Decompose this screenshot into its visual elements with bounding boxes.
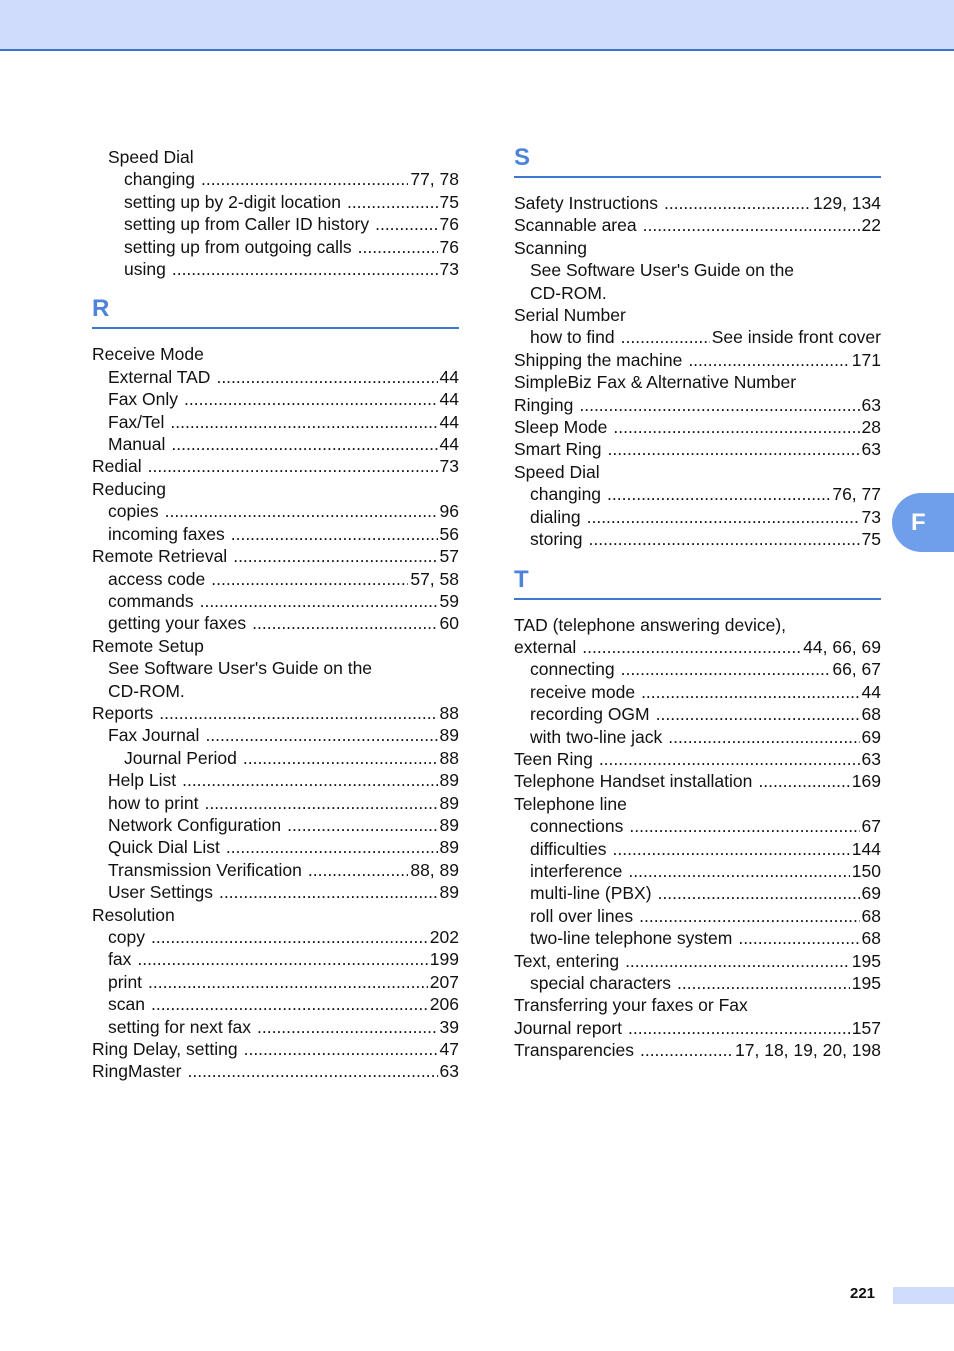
index-entry [92, 236, 459, 258]
index-term: Ringing [514, 394, 574, 415]
index-term: Safety Instructions [514, 193, 658, 213]
index-term: Fax Journal [108, 725, 200, 746]
index-entry [92, 411, 459, 433]
index-pages: 75 [439, 191, 459, 212]
index-entry [514, 636, 881, 658]
index-term: incoming faxes [108, 523, 225, 544]
index-entry [514, 770, 881, 792]
dot-leader [201, 168, 408, 190]
index-entry [514, 860, 881, 882]
index-entry [514, 614, 881, 636]
index-term: Shipping the machine [514, 349, 683, 370]
index-pages: 63 [861, 439, 881, 460]
index-entry [92, 680, 459, 702]
index-pages: 75 [861, 529, 881, 550]
index-entry [92, 814, 459, 836]
index-term: Remote Setup [92, 635, 204, 656]
index-pages: 88 [439, 702, 459, 723]
index-entry [514, 237, 881, 259]
dot-leader [582, 636, 801, 658]
index-entry [92, 747, 459, 769]
index-term: Sleep Mode [514, 417, 608, 438]
index-pages: 89 [439, 792, 459, 813]
index-pages: 169 [851, 771, 881, 792]
dot-leader [668, 726, 859, 748]
index-term: special characters [530, 973, 672, 993]
index-pages: 77, 78 [410, 169, 459, 190]
index-entry [92, 478, 459, 500]
index-pages: 206 [429, 994, 459, 1015]
index-pages: 56 [439, 523, 459, 544]
index-entry [92, 792, 459, 814]
section-rule [514, 176, 881, 178]
dot-leader [613, 838, 850, 860]
index-term: difficulties [530, 838, 607, 859]
index-pages: 68 [861, 704, 881, 725]
index-pages: 207 [429, 971, 459, 992]
index-term: copies [108, 501, 159, 522]
dot-leader [257, 1016, 438, 1038]
dot-leader [643, 214, 860, 236]
index-term: Scannable area [514, 215, 637, 236]
index-continued-block [92, 143, 459, 280]
index-pages: 89 [439, 837, 459, 858]
index-entry [514, 438, 881, 460]
index-term: Help List [108, 770, 177, 791]
index-pages: 63 [439, 1061, 459, 1082]
index-pages: 28 [861, 417, 881, 438]
index-entry [514, 483, 881, 505]
index-term: Reducing [92, 478, 166, 499]
index-term: Journal report [514, 1017, 622, 1038]
index-entry [92, 1060, 459, 1082]
index-term: print [108, 971, 143, 992]
index-entry [514, 326, 881, 348]
dot-leader [216, 366, 437, 388]
dot-leader [184, 388, 438, 410]
index-entry [514, 972, 881, 994]
dot-leader [219, 881, 437, 903]
index-term: Telephone Handset installation [514, 771, 753, 792]
dot-leader [244, 1038, 438, 1060]
index-term: with two-line jack [530, 726, 663, 747]
index-term: See Software User's Guide on the [108, 658, 373, 679]
index-entry [514, 905, 881, 927]
dot-leader [599, 748, 860, 770]
dot-leader [165, 500, 438, 522]
index-entry [92, 545, 459, 567]
index-pages: 76, 77 [832, 484, 881, 505]
index-pages: 66, 67 [832, 659, 881, 680]
index-entry [92, 702, 459, 724]
index-term: Speed Dial [108, 147, 194, 167]
dot-leader [608, 438, 860, 460]
index-term: CD-ROM. [108, 680, 185, 701]
dot-leader [204, 792, 437, 814]
section-rule [514, 598, 881, 600]
dot-leader [231, 523, 438, 545]
index-entry [92, 836, 459, 858]
index-pages: 88, 89 [410, 859, 459, 880]
dot-leader [658, 882, 860, 904]
index-term: User Settings [108, 882, 214, 903]
index-column-right [514, 143, 881, 1062]
dot-leader [628, 860, 849, 882]
index-term: Fax Only [108, 389, 179, 410]
index-pages: 89 [439, 882, 459, 903]
index-entry [514, 726, 881, 748]
dot-leader [738, 927, 859, 949]
index-term: commands [108, 590, 194, 611]
index-term: Ring Delay, setting [92, 1039, 238, 1060]
index-entry [92, 523, 459, 545]
header-band [0, 0, 954, 51]
index-entry [514, 994, 881, 1016]
index-term: Text, entering [514, 950, 620, 971]
page-number-bar [893, 1287, 954, 1304]
index-entry [92, 881, 459, 903]
dot-leader [375, 213, 437, 235]
index-entry [514, 192, 881, 214]
index-entry [92, 213, 459, 235]
index-pages: 76 [439, 214, 459, 235]
dot-leader [664, 192, 811, 214]
dot-leader [148, 971, 428, 993]
index-section-r [92, 294, 459, 1082]
dot-leader [170, 411, 437, 433]
index-term: Fax/Tel [108, 411, 165, 432]
index-entry [514, 882, 881, 904]
index-term: RingMaster [92, 1061, 182, 1082]
index-entry [514, 528, 881, 550]
index-entry [92, 724, 459, 746]
index-term: connections [530, 816, 624, 837]
index-term: multi-line (PBX) [530, 883, 652, 904]
index-pages: 202 [429, 927, 459, 947]
index-pages: 69 [861, 726, 881, 747]
index-pages: 129, 134 [812, 193, 881, 213]
section-letter: T [514, 565, 529, 593]
index-entry [92, 612, 459, 634]
dot-leader [628, 1017, 850, 1039]
index-entry [514, 214, 881, 236]
index-pages: 195 [851, 973, 881, 993]
section-letter: S [514, 144, 531, 171]
dot-leader [607, 483, 830, 505]
index-term: Remote Retrieval [92, 546, 228, 567]
index-pages: 69 [861, 883, 881, 904]
index-term: changing [530, 484, 602, 505]
index-entry [92, 769, 459, 791]
index-entry [92, 568, 459, 590]
index-entry [92, 433, 459, 455]
index-entry [514, 793, 881, 815]
index-entry [514, 1039, 881, 1061]
index-term: getting your faxes [108, 613, 247, 634]
dot-leader [151, 926, 428, 948]
index-entry [92, 859, 459, 881]
dot-leader [629, 815, 859, 837]
index-term: Receive Mode [92, 344, 204, 365]
index-pages: 60 [439, 613, 459, 634]
index-entry [92, 1038, 459, 1060]
dot-leader [688, 349, 849, 371]
dot-leader [640, 1039, 733, 1061]
index-pages: 59 [439, 590, 459, 611]
dot-leader [621, 658, 831, 680]
index-entry [92, 971, 459, 993]
index-entry [514, 927, 881, 949]
index-entry [92, 948, 459, 970]
index-term: recording OGM [530, 704, 650, 725]
index-term: setting for next fax [108, 1016, 251, 1037]
index-term: Serial Number [514, 305, 626, 326]
dot-leader [182, 769, 437, 791]
chapter-tab-label: F [911, 508, 926, 536]
index-term: CD-ROM. [530, 282, 607, 303]
index-pages: See inside front cover [711, 327, 881, 348]
index-pages: 44 [439, 411, 459, 432]
dot-leader [639, 905, 859, 927]
dot-leader [613, 416, 859, 438]
index-entry [514, 748, 881, 770]
index-term: storing [530, 529, 583, 550]
index-entry [514, 703, 881, 725]
index-entry [514, 394, 881, 416]
index-term: Telephone line [514, 793, 627, 814]
index-term: receive mode [530, 681, 636, 702]
dot-leader [758, 770, 849, 792]
index-entry [92, 366, 459, 388]
index-pages: 67 [861, 816, 881, 837]
index-entry [514, 658, 881, 680]
index-pages: 199 [429, 949, 459, 970]
dot-leader [211, 568, 408, 590]
index-term: Journal Period [124, 747, 237, 768]
index-entry [92, 904, 459, 926]
index-pages: 57 [439, 546, 459, 567]
index-pages: 157 [851, 1017, 881, 1038]
index-pages: 89 [439, 770, 459, 791]
index-entry [92, 455, 459, 477]
index-term: using [124, 259, 166, 280]
dot-leader [358, 236, 438, 258]
index-pages: 44 [861, 681, 881, 702]
index-entry [514, 506, 881, 528]
index-column-left [92, 143, 459, 1083]
index-entry [92, 500, 459, 522]
index-term: Manual [108, 434, 166, 455]
index-entry [514, 1017, 881, 1039]
chapter-tab [892, 493, 954, 552]
index-term: interference [530, 860, 623, 881]
page-number: 221 [850, 1285, 876, 1302]
index-pages: 195 [851, 950, 881, 971]
index-pages: 22 [861, 215, 881, 236]
index-pages: 68 [861, 928, 881, 949]
index-term: TAD (telephone answering device), [514, 614, 787, 635]
index-term: roll over lines [530, 905, 634, 926]
index-entry [92, 388, 459, 410]
index-entry [92, 168, 459, 190]
index-entry [92, 993, 459, 1015]
dot-leader [587, 506, 860, 528]
index-entry [514, 349, 881, 371]
index-entry [514, 282, 881, 304]
index-section-t [514, 565, 881, 1062]
index-term: Reports [92, 702, 154, 723]
section-rule [92, 327, 459, 329]
dot-leader [205, 724, 437, 746]
index-term: scan [108, 994, 145, 1015]
index-term: access code [108, 568, 206, 589]
index-pages: 44 [439, 366, 459, 387]
index-entry [514, 681, 881, 703]
dot-leader [252, 612, 437, 634]
dot-leader [287, 814, 437, 836]
index-term: two-line telephone system [530, 928, 733, 949]
index-pages: 44, 66, 69 [803, 636, 881, 657]
dot-leader [347, 191, 438, 213]
index-term: Transferring your faxes or Fax [514, 995, 748, 1016]
index-pages: 73 [861, 506, 881, 527]
index-pages: 44 [439, 434, 459, 455]
index-term: dialing [530, 506, 581, 527]
dot-leader [172, 258, 438, 280]
dot-leader [233, 545, 437, 567]
index-entry [92, 343, 459, 365]
dot-leader [187, 1060, 437, 1082]
index-entry [514, 815, 881, 837]
index-pages: 73 [439, 259, 459, 280]
index-pages: 17, 18, 19, 20, 198 [735, 1040, 881, 1061]
dot-leader [621, 326, 710, 348]
index-section-s [514, 143, 881, 551]
index-entry [92, 258, 459, 280]
index-pages: 63 [861, 394, 881, 415]
index-term: Quick Dial List [108, 837, 220, 858]
index-pages: 96 [439, 501, 459, 522]
index-entry [514, 259, 881, 281]
index-entry [92, 590, 459, 612]
index-term: Teen Ring [514, 748, 593, 769]
index-term: SimpleBiz Fax & Alternative Number [514, 372, 797, 393]
index-entry [92, 926, 459, 948]
dot-leader [625, 950, 850, 972]
index-term: Transparencies [514, 1040, 634, 1061]
index-term: how to print [108, 792, 199, 813]
index-pages: 144 [851, 838, 881, 859]
index-term: Redial [92, 456, 142, 477]
index-term: changing [124, 169, 196, 190]
index-pages: 63 [861, 748, 881, 769]
index-term: Network Configuration [108, 814, 282, 835]
index-entry [514, 950, 881, 972]
index-pages: 57, 58 [410, 568, 459, 589]
index-pages: 68 [861, 905, 881, 926]
index-entry [92, 146, 459, 168]
index-term: Speed Dial [514, 461, 600, 482]
dot-leader [171, 433, 437, 455]
index-term: Resolution [92, 904, 175, 925]
index-pages: 171 [851, 349, 881, 370]
dot-leader [677, 972, 850, 994]
dot-leader [159, 702, 437, 724]
dot-leader [656, 703, 860, 725]
index-entry [92, 635, 459, 657]
index-entry [92, 191, 459, 213]
index-pages: 88 [439, 747, 459, 768]
index-term: how to find [530, 327, 615, 348]
index-pages: 150 [851, 860, 881, 881]
index-entry [92, 657, 459, 679]
index-term: See Software User's Guide on the [530, 260, 795, 281]
index-pages: 39 [439, 1016, 459, 1037]
index-entry [514, 304, 881, 326]
section-letter: R [92, 295, 110, 323]
index-pages: 89 [439, 814, 459, 835]
index-term: connecting [530, 659, 615, 680]
dot-leader [641, 681, 859, 703]
index-entry [514, 371, 881, 393]
index-term: Transmission Verification [108, 859, 302, 880]
index-term: setting up by 2-digit location [124, 191, 341, 212]
dot-leader [200, 590, 438, 612]
index-term: setting up from Caller ID history [124, 214, 370, 235]
index-term: Smart Ring [514, 439, 602, 460]
index-term: setting up from outgoing calls [124, 236, 352, 257]
index-term: fax [108, 949, 132, 970]
dot-leader [589, 528, 860, 550]
dot-leader [148, 455, 438, 477]
index-pages: 76 [439, 236, 459, 257]
index-pages: 44 [439, 389, 459, 410]
dot-leader [151, 993, 428, 1015]
index-pages: 47 [439, 1039, 459, 1060]
dot-leader [137, 948, 427, 970]
index-term: external [514, 636, 577, 657]
index-term: Scanning [514, 237, 587, 258]
index-entry [92, 1016, 459, 1038]
index-entry [514, 416, 881, 438]
index-term: External TAD [108, 366, 211, 387]
dot-leader [243, 747, 438, 769]
index-pages: 73 [439, 456, 459, 477]
index-term: copy [108, 927, 145, 947]
index-pages: 89 [439, 725, 459, 746]
dot-leader [579, 394, 859, 416]
index-entry [514, 838, 881, 860]
dot-leader [226, 836, 438, 858]
dot-leader [308, 859, 408, 881]
index-entry [514, 461, 881, 483]
